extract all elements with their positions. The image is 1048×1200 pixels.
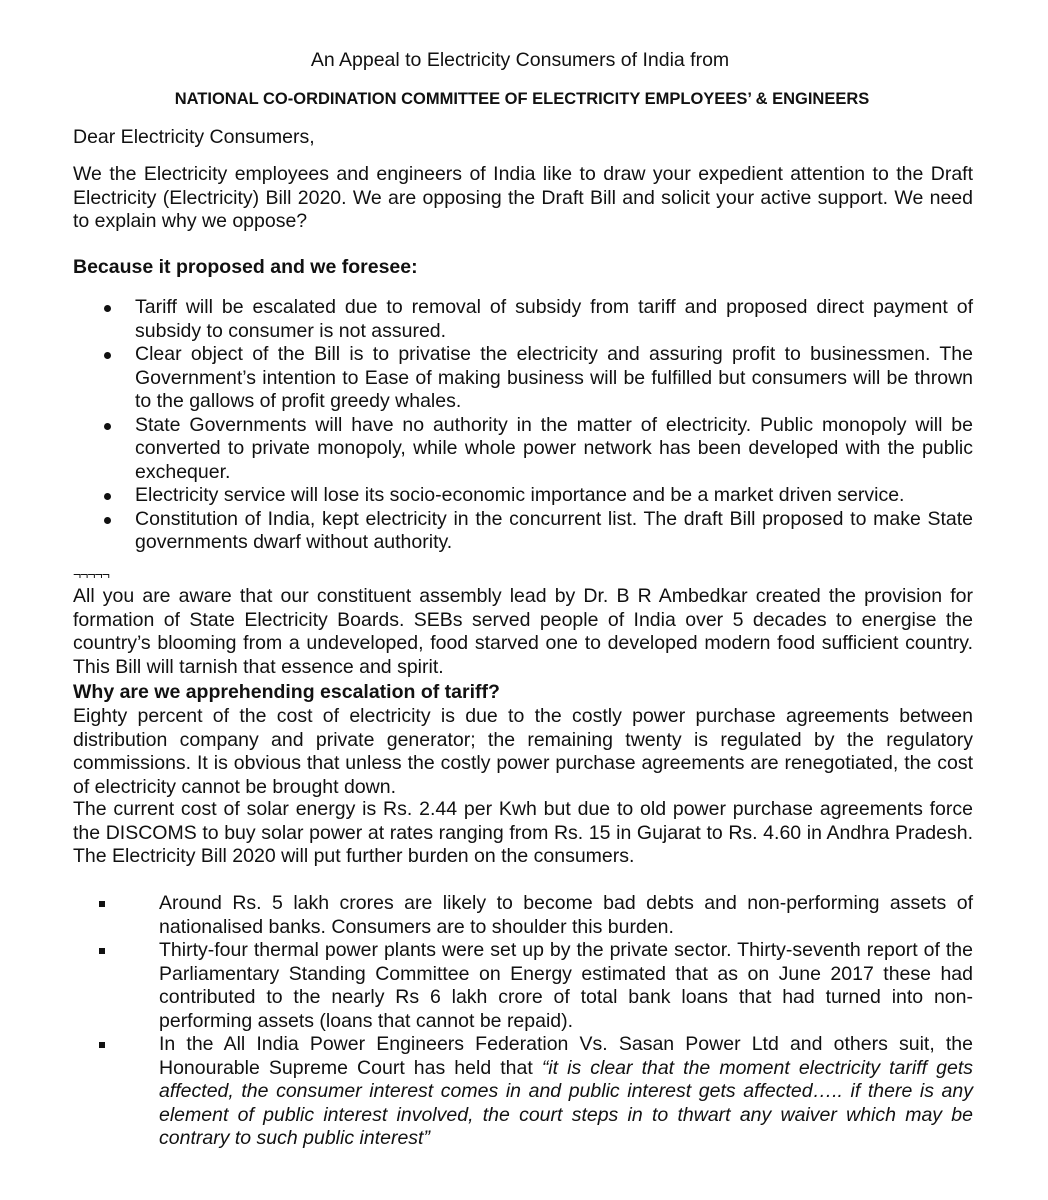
- bullet-dot-icon: [104, 305, 111, 312]
- intro-paragraph: We the Electricity employees and engineers of India like to draw your expedient attention to the Draft Electricity (Electricity) Bill 2020. We are opposing the Draft Bill and solicit your active support. We need to explain why we oppose?: [73, 163, 973, 232]
- appeal-title: An Appeal to Electricity Consumers of India from: [310, 49, 730, 71]
- reason-text: Constitution of India, kept electricity in the concurrent list. The draft Bill proposed to make State governments dwarf without authority.: [135, 507, 973, 553]
- square-bullet-icon: [99, 1042, 105, 1048]
- list-item: [73, 484, 973, 508]
- list-item: [73, 939, 973, 1033]
- salutation: Dear Electricity Consumers,: [73, 126, 315, 148]
- list-item: [73, 892, 973, 939]
- reason-text: Electricity service will lose its socio-economic importance and be a market driven service.: [135, 484, 905, 506]
- list-item: [73, 296, 973, 343]
- bullet-dot-icon: [104, 517, 111, 524]
- bullet-dot-icon: [104, 423, 111, 430]
- facts-list: [73, 892, 973, 1151]
- stray-mark: ¬¬¬¬¬: [73, 566, 109, 582]
- organisation-name: NATIONAL CO-ORDINATION COMMITTEE OF ELECTRICITY EMPLOYEES’ & ENGINEERS: [174, 90, 870, 108]
- reasons-heading: Because it proposed and we foresee:: [73, 256, 418, 278]
- bullet-dot-icon: [104, 493, 111, 500]
- eighty-percent-paragraph: Eighty percent of the cost of electricity is due to the costly power purchase agreements between distribution company and private generator; the remaining twenty is regulated by the regulatory commissions. It is obvious that unless the costly power purchase agreements are renegotiated, the cost of electricity cannot be brought down.: [73, 705, 973, 798]
- court-quote: “it is clear that the moment electricity tariff gets affected, the consumer interest comes in and public interest gets affected….. if there is any element of public interest involved, the court steps in to thwart any waiver which may be contrary to such public interest”: [159, 1056, 973, 1149]
- tariff-question-heading: Why are we apprehending escalation of tariff?: [73, 681, 500, 703]
- reason-text: Clear object of the Bill is to privatise the electricity and assuring profit to businessmen. The Government’s intention to Ease of making business will be fulfilled but consumers will be thrown to the gallows of profit greedy whales.: [135, 343, 973, 412]
- square-bullet-icon: [99, 948, 105, 954]
- list-item: [73, 414, 973, 485]
- list-item: [73, 343, 973, 414]
- ambedkar-paragraph: All you are aware that our constituent assembly lead by Dr. B R Ambedkar created the provision for formation of State Electricity Boards. SEBs served people of India over 5 decades to energise the country’s blooming from a undeveloped, food starved one to developed modern food sufficient country. This Bill will tarnish that essence and spirit.: [73, 585, 973, 678]
- reason-text: State Governments will have no authority in the matter of electricity. Public monopoly will be converted to private monopoly, while whole power network has been developed with the public exchequer.: [135, 413, 973, 483]
- list-item: [73, 1033, 973, 1151]
- court-fact-intro: In the All India Power Engineers Federation Vs. Sasan Power Ltd and others suit, the Honourable Supreme Court has held that: [159, 1033, 973, 1079]
- reason-text: Tariff will be escalated due to removal of subsidy from tariff and proposed direct payment of subsidy to consumer is not assured.: [135, 296, 973, 342]
- fact-text: Around Rs. 5 lakh crores are likely to become bad debts and non-performing assets of nationalised banks. Consumers are to shoulder this burden.: [159, 892, 973, 938]
- list-item: [73, 508, 973, 555]
- bullet-dot-icon: [104, 352, 111, 359]
- solar-paragraph: The current cost of solar energy is Rs. 2.44 per Kwh but due to old power purchase agreements force the DISCOMS to buy solar power at rates ranging from Rs. 15 in Gujarat to Rs. 4.60 in Andhra Pradesh. The Electricity Bill 2020 will put further burden on the consumers.: [73, 798, 973, 867]
- reasons-list: [73, 296, 973, 555]
- square-bullet-icon: [99, 901, 105, 907]
- fact-text: Thirty-four thermal power plants were set up by the private sector. Thirty-seventh report of the Parliamentary Standing Committee on Energy estimated that as on June 2017 these had contributed to the nearly Rs 6 lakh crore of total bank loans that had turned into non- performing assets (loans that cannot be repaid).: [159, 939, 973, 1032]
